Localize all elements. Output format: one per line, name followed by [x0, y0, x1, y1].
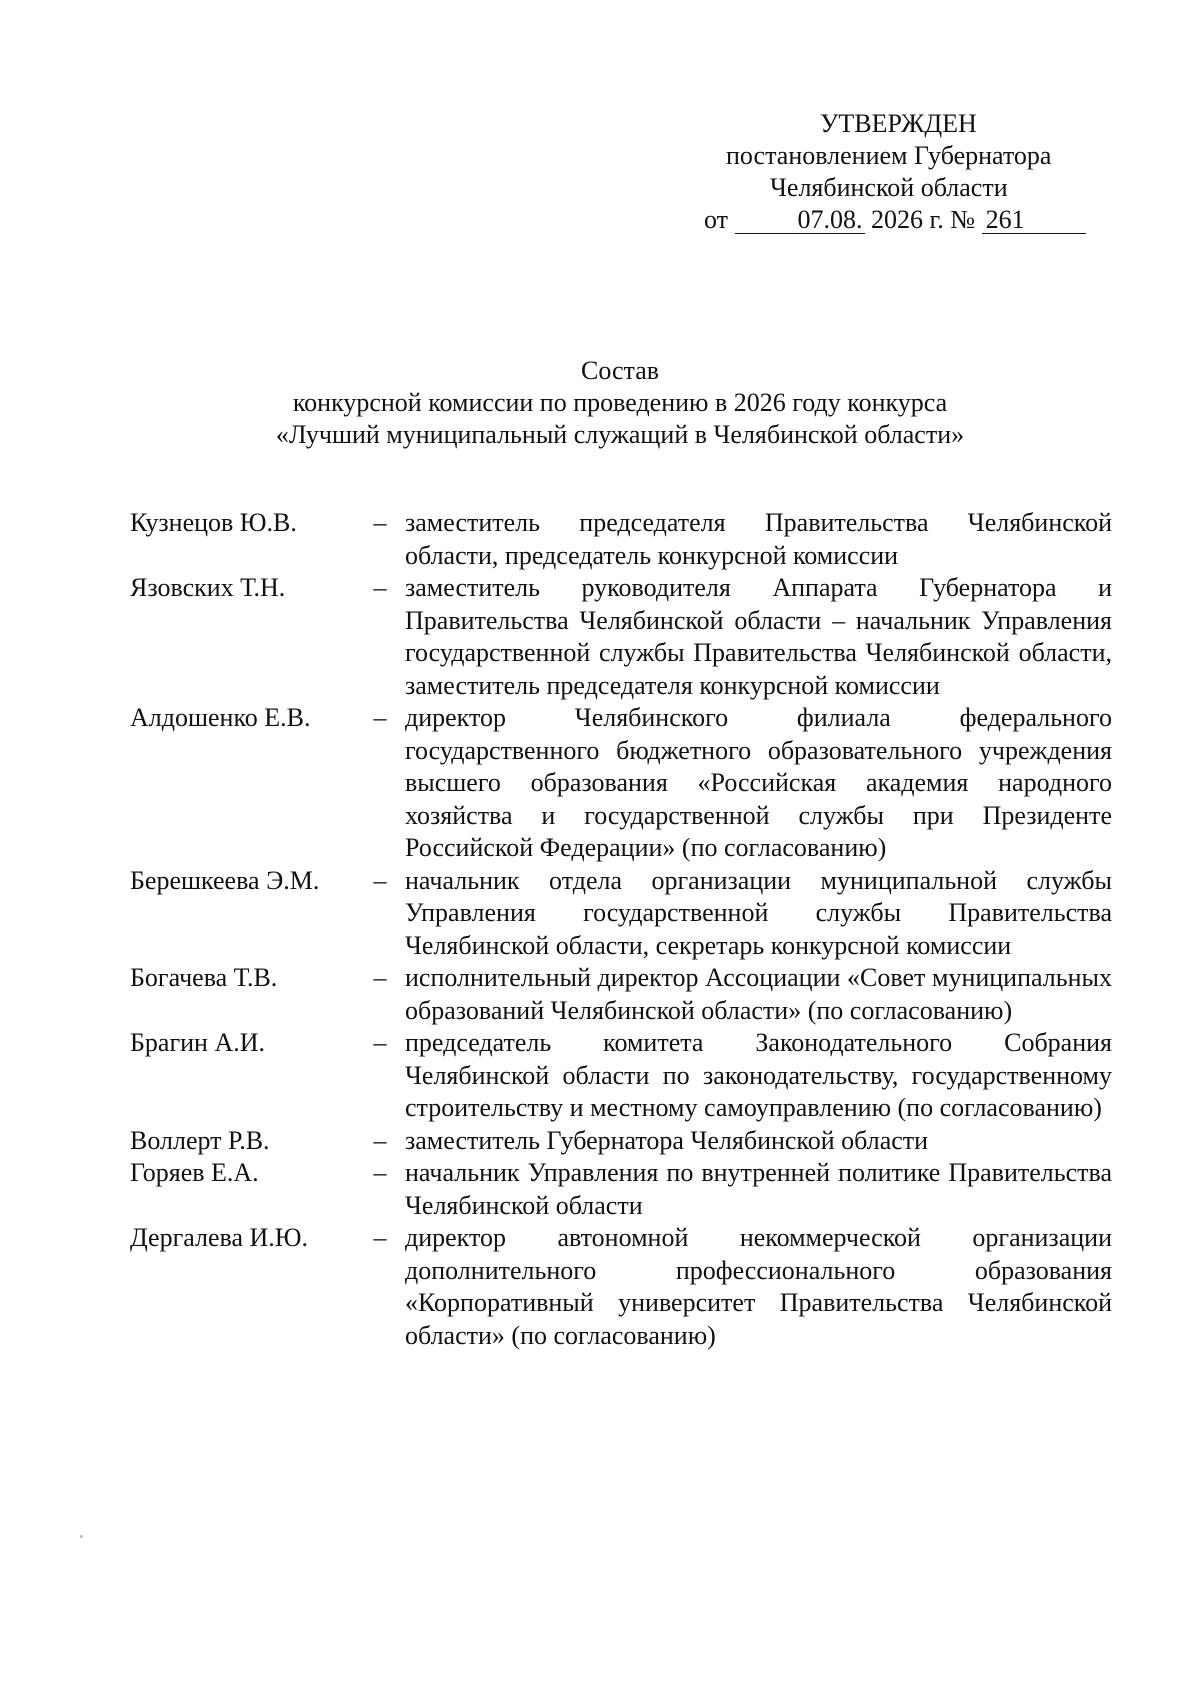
- member-dash: –: [373, 1125, 387, 1155]
- member-name: Горяев Е.А.: [130, 1158, 259, 1187]
- member-row: [130, 507, 1112, 572]
- member-name: Берешкеева Э.М.: [130, 865, 320, 895]
- member-dash: –: [373, 1223, 387, 1252]
- member-role: председатель комитета Законодательного Собрания Челябинской области по законодательству, государственному строительству и местному самоуправлению (по согласованию): [405, 1028, 1112, 1122]
- member-dash: –: [373, 508, 387, 537]
- approval-heading: УТВЕРЖДЕН: [820, 109, 977, 138]
- member-name: Дергалева И.Ю.: [130, 1223, 309, 1252]
- member-role: директор автономной некоммерческой организации дополнительного профессионального образования «Корпоративный университет Правительства Челябинской области» (по согласованию): [405, 1223, 1112, 1350]
- member-role: начальник отдела организации муниципальной службы Управления государственной службы Правительства Челябинской области, секретарь конкурсной комиссии: [405, 865, 1112, 960]
- member-dash: –: [373, 703, 387, 732]
- member-row: [130, 702, 1112, 865]
- member-dash: –: [373, 573, 387, 602]
- scan-speck: [80, 1535, 83, 1538]
- member-name: Алдошенко Е.В.: [130, 703, 311, 732]
- approval-stamp: [690, 108, 1120, 236]
- member-dash: –: [373, 1158, 387, 1187]
- approval-year: 2026 г. №: [871, 205, 976, 234]
- member-row: [130, 1222, 1112, 1352]
- member-row: [130, 1157, 1112, 1222]
- title-line-3: «Лучший муниципальный служащий в Челябинской области»: [275, 420, 965, 449]
- member-role: заместитель руководителя Аппарата Губернатора и Правительства Челябинской области – начальник Управления государственной службы Правительства Челябинской области, заместитель председателя конкурсной комиссии: [405, 573, 1112, 700]
- approval-number: 261: [982, 207, 1086, 234]
- member-role: директор Челябинского филиала федерального государственного бюджетного образовательного учреждения высшего образования «Российская академия народного хозяйства и государственной службы при Президенте Российской Федерации» (по согласованию): [405, 703, 1112, 862]
- approval-from-label: от: [704, 205, 729, 234]
- member-row: [130, 572, 1112, 702]
- title-line-2: конкурсной комиссии по проведению в 2026 году конкурса: [292, 388, 948, 417]
- member-role: заместитель Губернатора Челябинской области: [405, 1125, 929, 1155]
- member-dash: –: [373, 865, 387, 895]
- member-role: исполнительный директор Ассоциации «Совет муниципальных образований Челябинской области» (по согласованию): [405, 963, 1112, 1025]
- member-row: [130, 1125, 1112, 1158]
- member-row: [130, 1027, 1112, 1125]
- member-name: Язовских Т.Н.: [130, 573, 286, 602]
- member-name: Богачева Т.В.: [130, 963, 278, 992]
- approval-region-line: Челябинской области: [770, 173, 1008, 202]
- member-name: Кузнецов Ю.В.: [130, 508, 297, 537]
- member-role: начальник Управления по внутренней политике Правительства Челябинской области: [405, 1158, 1112, 1220]
- member-name: Брагин А.И.: [130, 1028, 266, 1057]
- member-dash: –: [373, 1028, 387, 1057]
- approval-date: 07.08.: [735, 207, 865, 234]
- title-line-1: Состав: [580, 356, 660, 385]
- approval-date-line: [690, 204, 1120, 236]
- member-row: [130, 865, 1112, 963]
- document-title: [160, 355, 1080, 451]
- member-dash: –: [373, 963, 387, 992]
- member-role: заместитель председателя Правительства Челябинской области, председатель конкурсной комиссии: [405, 508, 1112, 570]
- commission-members-list: [130, 507, 1112, 1352]
- member-row: [130, 962, 1112, 1027]
- member-name: Воллерт Р.В.: [130, 1125, 270, 1155]
- approval-decree-line: постановлением Губернатора: [726, 141, 1052, 170]
